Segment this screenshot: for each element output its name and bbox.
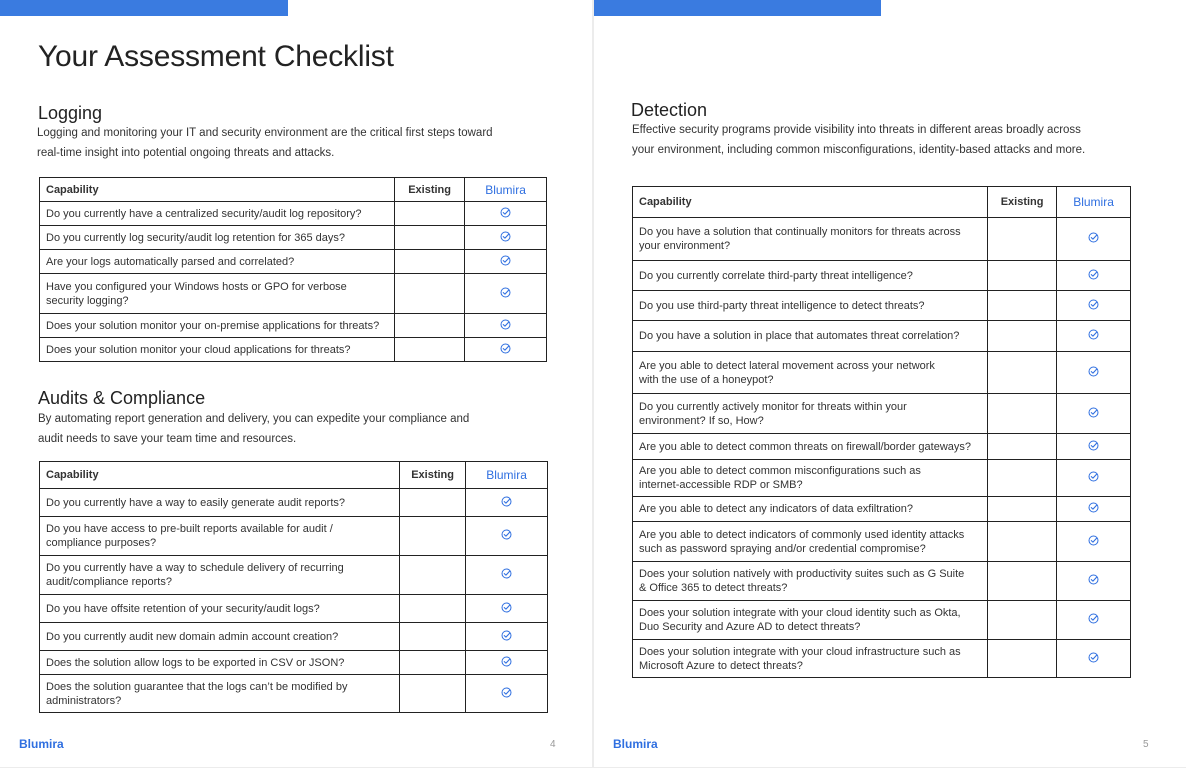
blumira-header: Blumira	[465, 178, 547, 202]
check-circle-icon	[501, 529, 512, 543]
capability-cell	[40, 226, 395, 250]
capability-text: Microsoft Azure to detect threats?	[639, 659, 803, 672]
capability-cell	[40, 489, 400, 517]
table-row	[633, 522, 1131, 562]
existing-cell[interactable]	[988, 261, 1057, 291]
blumira-cell	[1057, 640, 1131, 678]
capability-text: Do you currently actively monitor for threats within your	[639, 400, 907, 413]
audits-desc-line: By automating report generation and delivery, you can expedite your compliance and	[38, 413, 470, 425]
audits-desc-line: audit needs to save your team time and resources.	[38, 433, 297, 445]
capability-cell	[40, 338, 395, 362]
check-circle-icon	[1088, 574, 1099, 588]
capability-text: Are your logs automatically parsed and correlated?	[46, 255, 295, 268]
page-number: 5	[1143, 739, 1149, 750]
capability-header: Capability	[40, 178, 395, 202]
existing-cell[interactable]	[395, 338, 465, 362]
page-left	[0, 0, 592, 767]
existing-cell[interactable]	[395, 250, 465, 274]
capability-cell	[633, 562, 988, 601]
existing-cell[interactable]	[988, 522, 1057, 562]
capability-cell	[633, 497, 988, 522]
existing-cell[interactable]	[400, 489, 466, 517]
capability-cell	[40, 314, 395, 338]
check-circle-icon	[1088, 366, 1099, 380]
check-circle-icon	[1088, 269, 1099, 283]
capability-cell	[40, 651, 400, 675]
check-circle-icon	[1088, 232, 1099, 246]
capability-text: Are you able to detect common threats on firewall/border gateways?	[639, 440, 972, 453]
capability-cell	[633, 434, 988, 460]
blumira-cell	[1057, 321, 1131, 352]
blumira-cell	[466, 556, 548, 595]
capability-cell	[633, 394, 988, 434]
detection-desc-line: Effective security programs provide visibility into threats in different areas broadly across	[632, 124, 1081, 136]
capability-text: Are you able to detect common misconfigurations such as	[639, 465, 921, 477]
existing-header: Existing	[400, 462, 466, 489]
existing-cell[interactable]	[400, 595, 466, 623]
check-circle-icon	[1088, 440, 1099, 454]
capability-text: Does your solution integrate with your cloud identity such as Okta,	[639, 607, 961, 619]
blumira-cell	[1057, 522, 1131, 562]
table-row	[633, 394, 1131, 434]
check-circle-icon	[501, 568, 512, 582]
capability-text: Are you able to detect indicators of commonly used identity attacks	[639, 528, 965, 541]
capability-cell	[40, 250, 395, 274]
existing-cell[interactable]	[400, 651, 466, 675]
logging-description	[37, 123, 493, 163]
table-row	[633, 218, 1131, 261]
blumira-cell	[1057, 460, 1131, 497]
blumira-cell	[465, 202, 547, 226]
existing-cell[interactable]	[988, 291, 1057, 321]
capability-cell	[633, 321, 988, 352]
check-circle-icon	[1088, 471, 1099, 485]
check-circle-icon	[500, 343, 511, 357]
table-row	[633, 640, 1131, 678]
check-circle-icon	[1088, 502, 1099, 516]
existing-cell[interactable]	[395, 274, 465, 314]
check-circle-icon	[1088, 652, 1099, 666]
audits-title: Audits & Compliance	[38, 388, 206, 408]
capability-text: Do you currently have a centralized security/audit log repository?	[46, 207, 362, 220]
capability-cell	[40, 202, 395, 226]
check-circle-icon	[501, 630, 512, 644]
check-circle-icon	[500, 319, 511, 333]
logging-title: Logging	[38, 103, 103, 123]
logging-desc-line: real-time insight into potential ongoing threats and attacks.	[37, 147, 335, 159]
capability-text: Do you use third-party threat intelligence to detect threats?	[639, 299, 925, 312]
check-circle-icon	[1088, 613, 1099, 627]
blumira-cell	[465, 274, 547, 314]
capability-text: such as password spraying and/or credential compromise?	[639, 542, 926, 555]
existing-cell[interactable]	[988, 640, 1057, 678]
blumira-cell	[1057, 562, 1131, 601]
capability-cell	[40, 595, 400, 623]
existing-cell[interactable]	[988, 394, 1057, 434]
header-accent-bar	[594, 0, 881, 16]
blumira-cell	[1057, 218, 1131, 261]
existing-cell[interactable]	[400, 675, 466, 713]
capability-text: with the use of a honeypot?	[639, 373, 774, 386]
existing-cell[interactable]	[988, 218, 1057, 261]
capability-cell	[633, 460, 988, 497]
logging-desc-line: Logging and monitoring your IT and security environment are the critical first steps toward	[37, 127, 493, 139]
capability-text: Does the solution allow logs to be exported in CSV or JSON?	[46, 656, 345, 669]
table-row	[633, 321, 1131, 352]
blumira-cell	[466, 595, 548, 623]
capability-text: Do you have a solution in place that automates threat correlation?	[639, 330, 960, 342]
existing-cell[interactable]	[400, 623, 466, 651]
table-row	[633, 352, 1131, 394]
blumira-cell	[466, 651, 548, 675]
check-circle-icon	[500, 231, 511, 245]
table-row	[40, 338, 547, 362]
blumira-cell	[466, 517, 548, 556]
capability-text: Are you able to detect any indicators of data exfiltration?	[639, 503, 913, 515]
existing-cell[interactable]	[988, 321, 1057, 352]
table-row	[633, 291, 1131, 321]
blumira-cell	[1057, 394, 1131, 434]
blumira-cell	[1057, 497, 1131, 522]
blumira-cell	[1057, 601, 1131, 640]
check-circle-icon	[1088, 329, 1099, 343]
table-row	[40, 556, 548, 595]
existing-cell[interactable]	[988, 352, 1057, 394]
capability-text: security logging?	[46, 294, 129, 307]
check-circle-icon	[500, 207, 511, 221]
table-row	[633, 460, 1131, 497]
audits-table	[39, 461, 548, 713]
page-title: Your Assessment Checklist	[38, 40, 394, 73]
capability-text: Do you have offsite retention of your security/audit logs?	[46, 602, 320, 615]
table-row	[40, 595, 548, 623]
capability-text: audit/compliance reports?	[46, 576, 172, 588]
table-row	[40, 226, 547, 250]
capability-text: Do you currently have a way to schedule delivery of recurring	[46, 562, 344, 574]
capability-header: Capability	[633, 187, 988, 218]
blumira-header: Blumira	[1057, 187, 1131, 218]
table-row	[633, 261, 1131, 291]
table-row	[40, 250, 547, 274]
capability-text: Do you have access to pre-built reports available for audit /	[46, 523, 333, 535]
blumira-cell	[1057, 352, 1131, 394]
capability-cell	[633, 291, 988, 321]
detection-description	[632, 120, 1085, 160]
page-right	[594, 0, 1186, 767]
audits-description	[38, 409, 469, 449]
capability-text: Are you able to detect lateral movement across your network	[639, 359, 935, 372]
existing-cell[interactable]	[395, 314, 465, 338]
blumira-cell	[465, 314, 547, 338]
existing-cell[interactable]	[988, 434, 1057, 460]
blumira-cell	[465, 226, 547, 250]
capability-text: internet-accessible RDP or SMB?	[639, 479, 803, 491]
existing-cell[interactable]	[988, 497, 1057, 522]
capability-text: Does your solution monitor your on-premise applications for threats?	[46, 319, 380, 332]
table-row	[633, 562, 1131, 601]
capability-text: Does your solution natively with productivity suites such as G Suite	[639, 568, 965, 580]
check-circle-icon	[1088, 535, 1099, 549]
blumira-cell	[1057, 434, 1131, 460]
capability-cell	[40, 623, 400, 651]
page-number: 4	[550, 739, 556, 750]
capability-text: Duo Security and Azure AD to detect threats?	[639, 621, 861, 633]
capability-cell	[40, 517, 400, 556]
existing-cell[interactable]	[400, 517, 466, 556]
capability-cell	[633, 352, 988, 394]
table-row	[633, 601, 1131, 640]
capability-text: administrators?	[46, 694, 122, 707]
header-accent-bar	[0, 0, 288, 16]
blumira-cell	[1057, 261, 1131, 291]
existing-cell[interactable]	[988, 562, 1057, 601]
existing-cell[interactable]	[395, 202, 465, 226]
capability-header: Capability	[40, 462, 400, 489]
blumira-cell	[466, 489, 548, 517]
blumira-cell	[465, 338, 547, 362]
capability-text: Does your solution integrate with your cloud infrastructure such as	[639, 645, 961, 658]
blumira-logo: Blumira	[613, 737, 658, 751]
check-circle-icon	[1088, 299, 1099, 313]
check-circle-icon	[500, 287, 511, 301]
capability-cell	[633, 522, 988, 562]
capability-cell	[633, 601, 988, 640]
blumira-cell	[465, 250, 547, 274]
check-circle-icon	[501, 687, 512, 701]
blumira-header: Blumira	[466, 462, 548, 489]
capability-cell	[40, 274, 395, 314]
table-row	[40, 489, 548, 517]
logging-table	[39, 177, 547, 362]
capability-cell	[40, 675, 400, 713]
capability-text: Does your solution monitor your cloud applications for threats?	[46, 343, 351, 356]
blumira-cell	[466, 623, 548, 651]
blumira-cell	[1057, 291, 1131, 321]
capability-text: Do you currently log security/audit log retention for 365 days?	[46, 231, 345, 244]
table-row	[40, 314, 547, 338]
existing-header: Existing	[988, 187, 1057, 218]
capability-text: environment? If so, How?	[639, 414, 764, 427]
existing-cell[interactable]	[395, 226, 465, 250]
capability-text: your environment?	[639, 240, 731, 252]
capability-text: & Office 365 to detect threats?	[639, 582, 788, 594]
table-row	[633, 434, 1131, 460]
detection-table	[632, 186, 1131, 678]
check-circle-icon	[501, 602, 512, 616]
capability-cell	[633, 261, 988, 291]
existing-cell[interactable]	[988, 601, 1057, 640]
table-row	[40, 274, 547, 314]
detection-title: Detection	[631, 100, 708, 120]
check-circle-icon	[1088, 407, 1099, 421]
capability-text: Do you currently have a way to easily generate audit reports?	[46, 496, 345, 509]
capability-text: Do you have a solution that continually monitors for threats across	[639, 226, 961, 238]
detection-desc-line: your environment, including common misconfigurations, identity-based attacks and more.	[632, 144, 1086, 156]
check-circle-icon	[501, 656, 512, 670]
table-row	[40, 517, 548, 556]
capability-cell	[633, 218, 988, 261]
capability-text: Does the solution guarantee that the logs can’t be modified by	[46, 680, 348, 693]
capability-text: Have you configured your Windows hosts or GPO for verbose	[46, 280, 347, 293]
capability-text: compliance purposes?	[46, 537, 157, 549]
table-row	[40, 675, 548, 713]
blumira-cell	[466, 675, 548, 713]
table-row	[40, 202, 547, 226]
existing-cell[interactable]	[988, 460, 1057, 497]
table-row	[40, 651, 548, 675]
existing-cell[interactable]	[400, 556, 466, 595]
check-circle-icon	[500, 255, 511, 269]
check-circle-icon	[501, 496, 512, 510]
capability-cell	[40, 556, 400, 595]
table-row	[40, 623, 548, 651]
capability-text: Do you currently audit new domain admin account creation?	[46, 630, 339, 643]
table-row	[633, 497, 1131, 522]
capability-text: Do you currently correlate third-party threat intelligence?	[639, 269, 913, 282]
blumira-logo: Blumira	[19, 737, 64, 751]
capability-cell	[633, 640, 988, 678]
existing-header: Existing	[395, 178, 465, 202]
